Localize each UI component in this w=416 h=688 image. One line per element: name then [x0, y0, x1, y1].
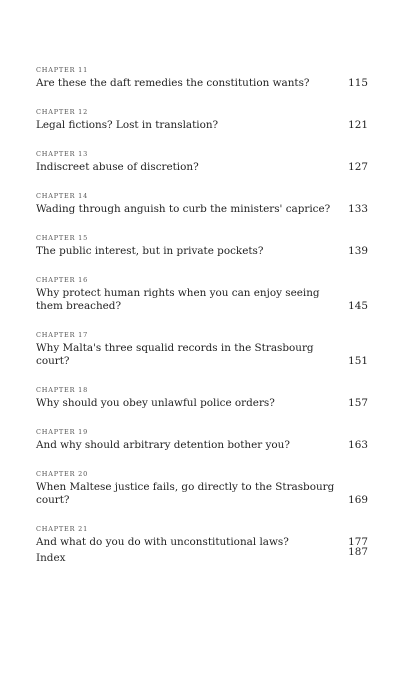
chapter-label: CHAPTER 14 [36, 192, 89, 200]
chapter-title: When Maltese justice fails, go directly to the Strasbourg court? [36, 481, 335, 506]
page-number: 177 [348, 536, 368, 548]
toc-entry-chapter-15[interactable] [36, 234, 376, 258]
toc-entry-index[interactable] [36, 546, 368, 565]
chapter-label: CHAPTER 11 [36, 66, 89, 74]
page-number: 151 [348, 355, 368, 367]
chapter-title: Why Malta's three squalid records in the Strasbourg court? [36, 342, 314, 367]
page-number: 139 [348, 245, 368, 257]
chapter-label: CHAPTER 19 [36, 428, 89, 436]
chapter-label: CHAPTER 18 [36, 386, 89, 394]
chapter-label: CHAPTER 17 [36, 331, 89, 339]
chapter-label: CHAPTER 20 [36, 470, 89, 478]
chapter-label: CHAPTER 15 [36, 234, 89, 242]
toc-entry-chapter-13[interactable] [36, 150, 376, 174]
toc-entry-chapter-12[interactable] [36, 108, 376, 132]
page-number: 121 [348, 119, 368, 131]
toc-entry-chapter-14[interactable] [36, 192, 376, 216]
toc-entry-chapter-18[interactable] [36, 386, 376, 410]
page-number: 145 [348, 300, 368, 312]
chapter-title: Why protect human rights when you can enjoy seeing them breached? [36, 287, 320, 312]
page-number: 133 [348, 203, 368, 215]
chapter-label: CHAPTER 16 [36, 276, 89, 284]
chapter-title: And why should arbitrary detention bother you? [36, 439, 290, 451]
index-page-number: 187 [348, 546, 368, 558]
index-label: Index [36, 552, 66, 564]
page-number: 127 [348, 161, 368, 173]
chapter-title: Why should you obey unlawful police orders? [36, 397, 275, 409]
chapter-title: The public interest, but in private pockets? [36, 245, 264, 257]
toc-entry-chapter-17[interactable] [36, 331, 376, 368]
table-of-contents [36, 66, 376, 567]
chapter-label: CHAPTER 12 [36, 108, 89, 116]
toc-entry-chapter-19[interactable] [36, 428, 376, 452]
toc-entry-chapter-20[interactable] [36, 470, 376, 507]
chapter-title: Indiscreet abuse of discretion? [36, 161, 199, 173]
chapter-title: Wading through anguish to curb the ministers' caprice? [36, 203, 331, 215]
page-number: 157 [348, 397, 368, 409]
page-number: 163 [348, 439, 368, 451]
chapter-label: CHAPTER 21 [36, 525, 89, 533]
page-number: 169 [348, 494, 368, 506]
chapter-title: And what do you do with unconstitutional laws? [36, 536, 289, 548]
page-number: 115 [348, 77, 368, 89]
chapter-label: CHAPTER 13 [36, 150, 89, 158]
toc-entry-chapter-16[interactable] [36, 276, 376, 313]
chapter-title: Are these the daft remedies the constitution wants? [36, 77, 310, 89]
chapter-title: Legal fictions? Lost in translation? [36, 119, 219, 131]
toc-entry-chapter-11[interactable] [36, 66, 376, 90]
